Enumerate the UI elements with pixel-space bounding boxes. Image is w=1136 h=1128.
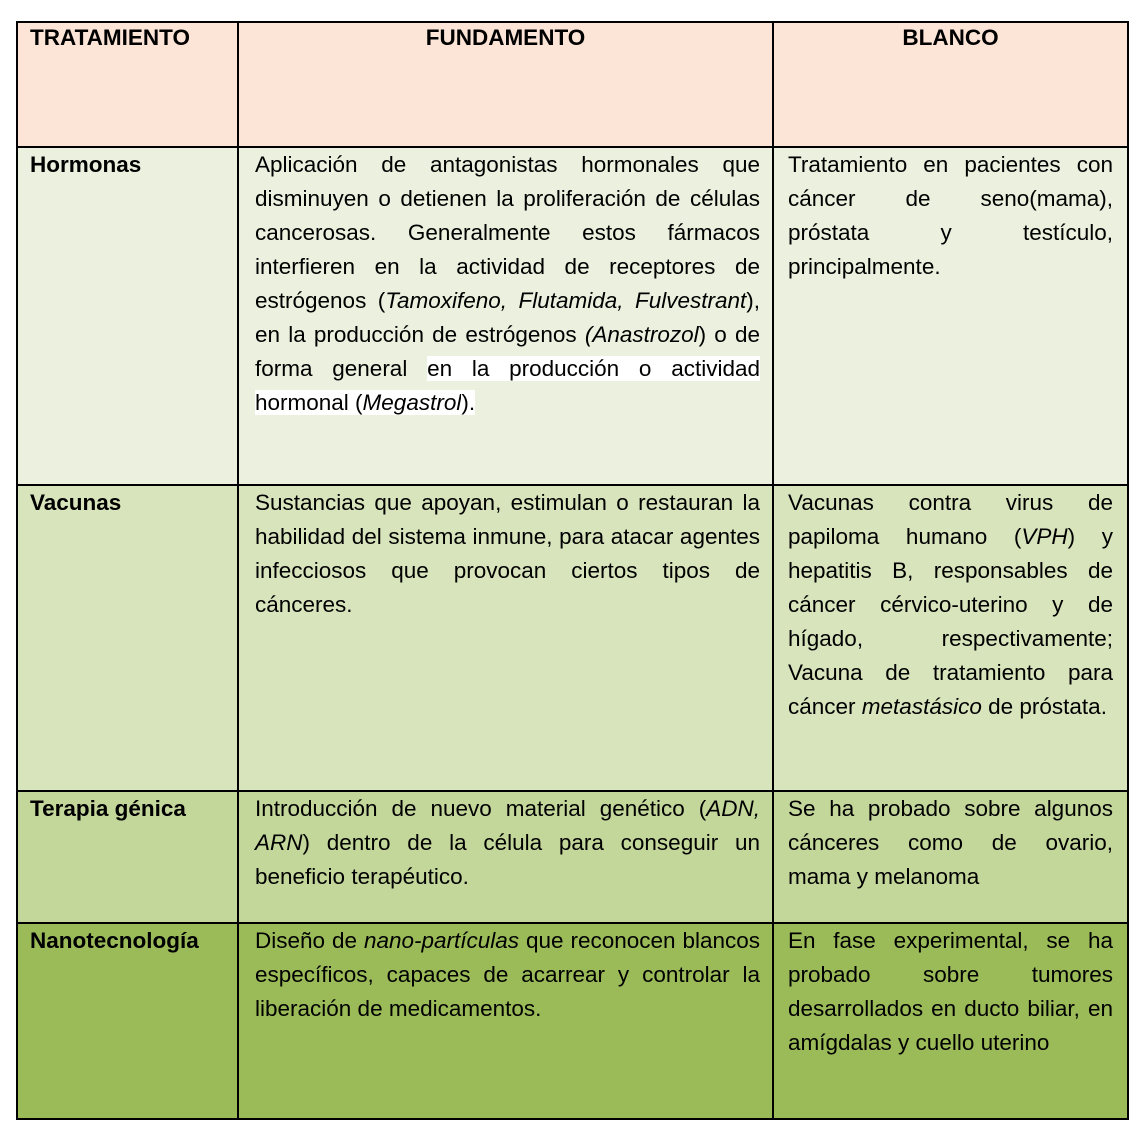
- row-name: Hormonas: [17, 147, 238, 485]
- text-segment: Tratamiento en pacientes con cáncer de seno(mama), próstata y testículo, principalmente.: [788, 152, 1113, 279]
- row-name: Terapia génica: [17, 791, 238, 923]
- text-segment: Sustancias que apoyan, estimulan o restauran la habilidad del sistema inmune, para atacar agentes infecciosos que provocan ciertos tipos de cánceres.: [255, 490, 760, 617]
- row-blanco: [773, 923, 1128, 1119]
- row-fundamento: [238, 147, 773, 485]
- text-segment: Diseño de: [255, 928, 364, 953]
- table-row: [17, 147, 1128, 485]
- text-segment: en la producción o actividad hormonal (: [255, 356, 760, 415]
- row-fundamento: [238, 923, 773, 1119]
- text-segment: Introducción de nuevo material genético (: [255, 796, 707, 821]
- text-segment: ADN, ARN: [255, 796, 760, 855]
- text-segment: que reconocen blancos específicos, capaces de acarrear y controlar la liberación de medicamentos.: [255, 928, 761, 1021]
- row-name: Nanotecnología: [17, 923, 238, 1119]
- table-row: [17, 791, 1128, 923]
- text-segment: nano-partículas: [363, 928, 520, 953]
- text-segment: Tamoxifeno, Flutamida, Fulvestrant: [385, 288, 747, 313]
- table-row: [17, 485, 1128, 791]
- table-row: [17, 923, 1128, 1119]
- text-segment: ) y hepatitis B, responsables de cáncer cérvico-uterino y de hígado, respectivamente; Vacuna de tratamiento para cáncer: [788, 524, 1113, 719]
- text-segment: (Anastrozol: [584, 322, 699, 347]
- header-tratamiento: TRATAMIENTO: [17, 22, 238, 147]
- row-name: Vacunas: [17, 485, 238, 791]
- text-segment: VPH: [1021, 524, 1068, 549]
- text-segment: ) dentro de la célula para conseguir un beneficio terapéutico.: [255, 830, 760, 889]
- header-fundamento: FUNDAMENTO: [238, 22, 773, 147]
- text-segment: ) o de forma general: [255, 322, 760, 381]
- text-segment: ), en la producción de estrógenos: [255, 288, 761, 347]
- text-segment: ).: [461, 390, 476, 415]
- row-fundamento: [238, 485, 773, 791]
- row-blanco: [773, 791, 1128, 923]
- text-segment: Megastrol: [362, 390, 462, 415]
- row-fundamento: [238, 791, 773, 923]
- text-segment: Se ha probado sobre algunos cánceres como de ovario, mama y melanoma: [788, 796, 1113, 889]
- text-segment: metastásico: [861, 694, 982, 719]
- row-blanco: [773, 485, 1128, 791]
- header-row: [17, 22, 1128, 147]
- text-segment: de próstata.: [981, 694, 1107, 719]
- text-segment: En fase experimental, se ha probado sobre tumores desarrollados en ducto biliar, en amígdalas y cuello uterino: [788, 928, 1113, 1055]
- text-segment: Aplicación de antagonistas hormonales que disminuyen o detienen la proliferación de células cancerosas. Generalmente estos fármacos interfieren en la actividad de receptores de estrógenos (: [255, 152, 760, 313]
- text-segment: Vacunas contra virus de papiloma humano (: [788, 490, 1113, 549]
- header-blanco: BLANCO: [773, 22, 1128, 147]
- treatment-table: [16, 21, 1129, 1120]
- row-blanco: [773, 147, 1128, 485]
